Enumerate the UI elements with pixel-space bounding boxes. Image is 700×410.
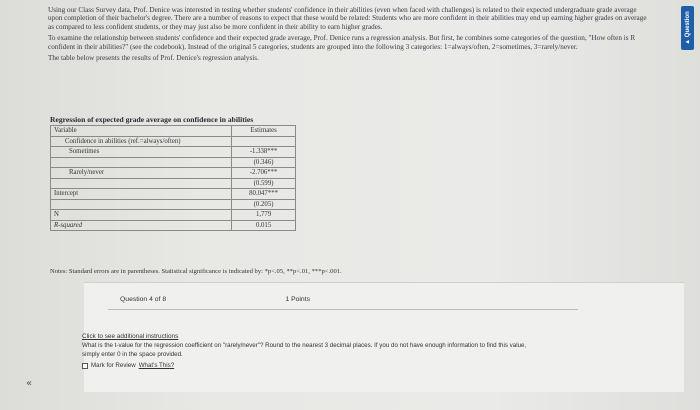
question-side-tab[interactable] [681,6,694,50]
mark-for-review[interactable] [82,362,174,369]
question-points: 1 Points [285,296,310,303]
regression-table-title: Regression of expected grade average on confidence in abilities [50,115,254,124]
value-n: 1,779 [232,210,296,221]
passage-paragraph-1: Using our Class Survey data, Prof. Denice was interested in testing whether students' confidence in their abilities (even when faced with challenges) is related to their expected undergraduate grade average upon completion of their bachelor's degree. There are a number of reasons to expect that these would be related: Students who are more confident in their abilities may end up earning higher grades on average as compared to less confident students, or they may just also be more confident in their ability to earn higher grades. [48,6,647,31]
side-tab-label: Question [684,11,691,38]
table-row [51,220,296,231]
additional-instructions-link[interactable]: Click to see additional instructions [82,333,179,340]
question-header [108,294,578,308]
value-r-squared: 0.015 [232,220,296,231]
triangle-up-icon: ▲ [684,38,691,45]
se-intercept: (0.205) [232,199,296,210]
table-row [51,157,296,168]
table-row [51,210,296,221]
question-prompt [82,341,612,359]
whats-this-link[interactable]: What's This? [138,362,175,369]
row-label-r-squared: R-squared [51,220,232,231]
passage-paragraph-3: The table below presents the results of Prof. Denice's regression analysis. [48,54,259,63]
row-label-n: N [51,210,232,221]
group-label: Confidence in abilities (ref.=always/often) [51,136,232,147]
question-prompt-line-2: simply enter 0 in the space provided. [82,351,183,358]
table-row [51,189,296,200]
row-label-rarely-never: Rarely/never [51,168,232,179]
table-header-row [51,126,296,137]
se-rarely-never: (0.599) [232,178,296,189]
row-label-sometimes: Sometimes [51,147,232,158]
mark-for-review-label[interactable]: Mark for Review [91,362,136,369]
passage-paragraph-2: To examine the relationship between students' confidence and their expected grade average, Prof. Denice runs a regression analysis. But first, he combines some categories of the question, "How often is R confident in their abilities?" (see the codebook). Instead of the original 5 categories, students are grouped into the following 3 categories: 1=always/often, 2=sometimes, 3=rarely/never. [48,34,636,51]
back-chevron-icon[interactable]: « [26,378,33,389]
row-label-intercept: Intercept [51,189,232,200]
mark-for-review-checkbox[interactable] [82,363,88,369]
table-row [51,136,296,147]
table-row [51,147,296,158]
table-row [51,178,296,189]
estimate-rarely-never: -2.706*** [232,168,296,179]
regression-table [50,125,296,231]
header-variable: Variable [51,126,232,137]
header-divider [108,309,578,310]
estimate-sometimes: -1.338*** [232,147,296,158]
table-note: Notes: Standard errors are in parentheses. Statistical significance is indicated by: *p<.05, **p<.01, ***p<.001. [50,268,342,275]
question-prompt-line-1: What is the t-value for the regression coefficient on "rarely/never"? Round to the nearest 3 decimal places. If you do not have enough information to find this value, [82,342,527,349]
header-estimates: Estimates [232,126,296,137]
table-row [51,199,296,210]
question-passage [48,6,648,65]
question-number: Question 4 of 8 [120,296,167,303]
estimate-intercept: 80.047*** [232,189,296,200]
se-sometimes: (0.346) [232,157,296,168]
table-row [51,168,296,179]
